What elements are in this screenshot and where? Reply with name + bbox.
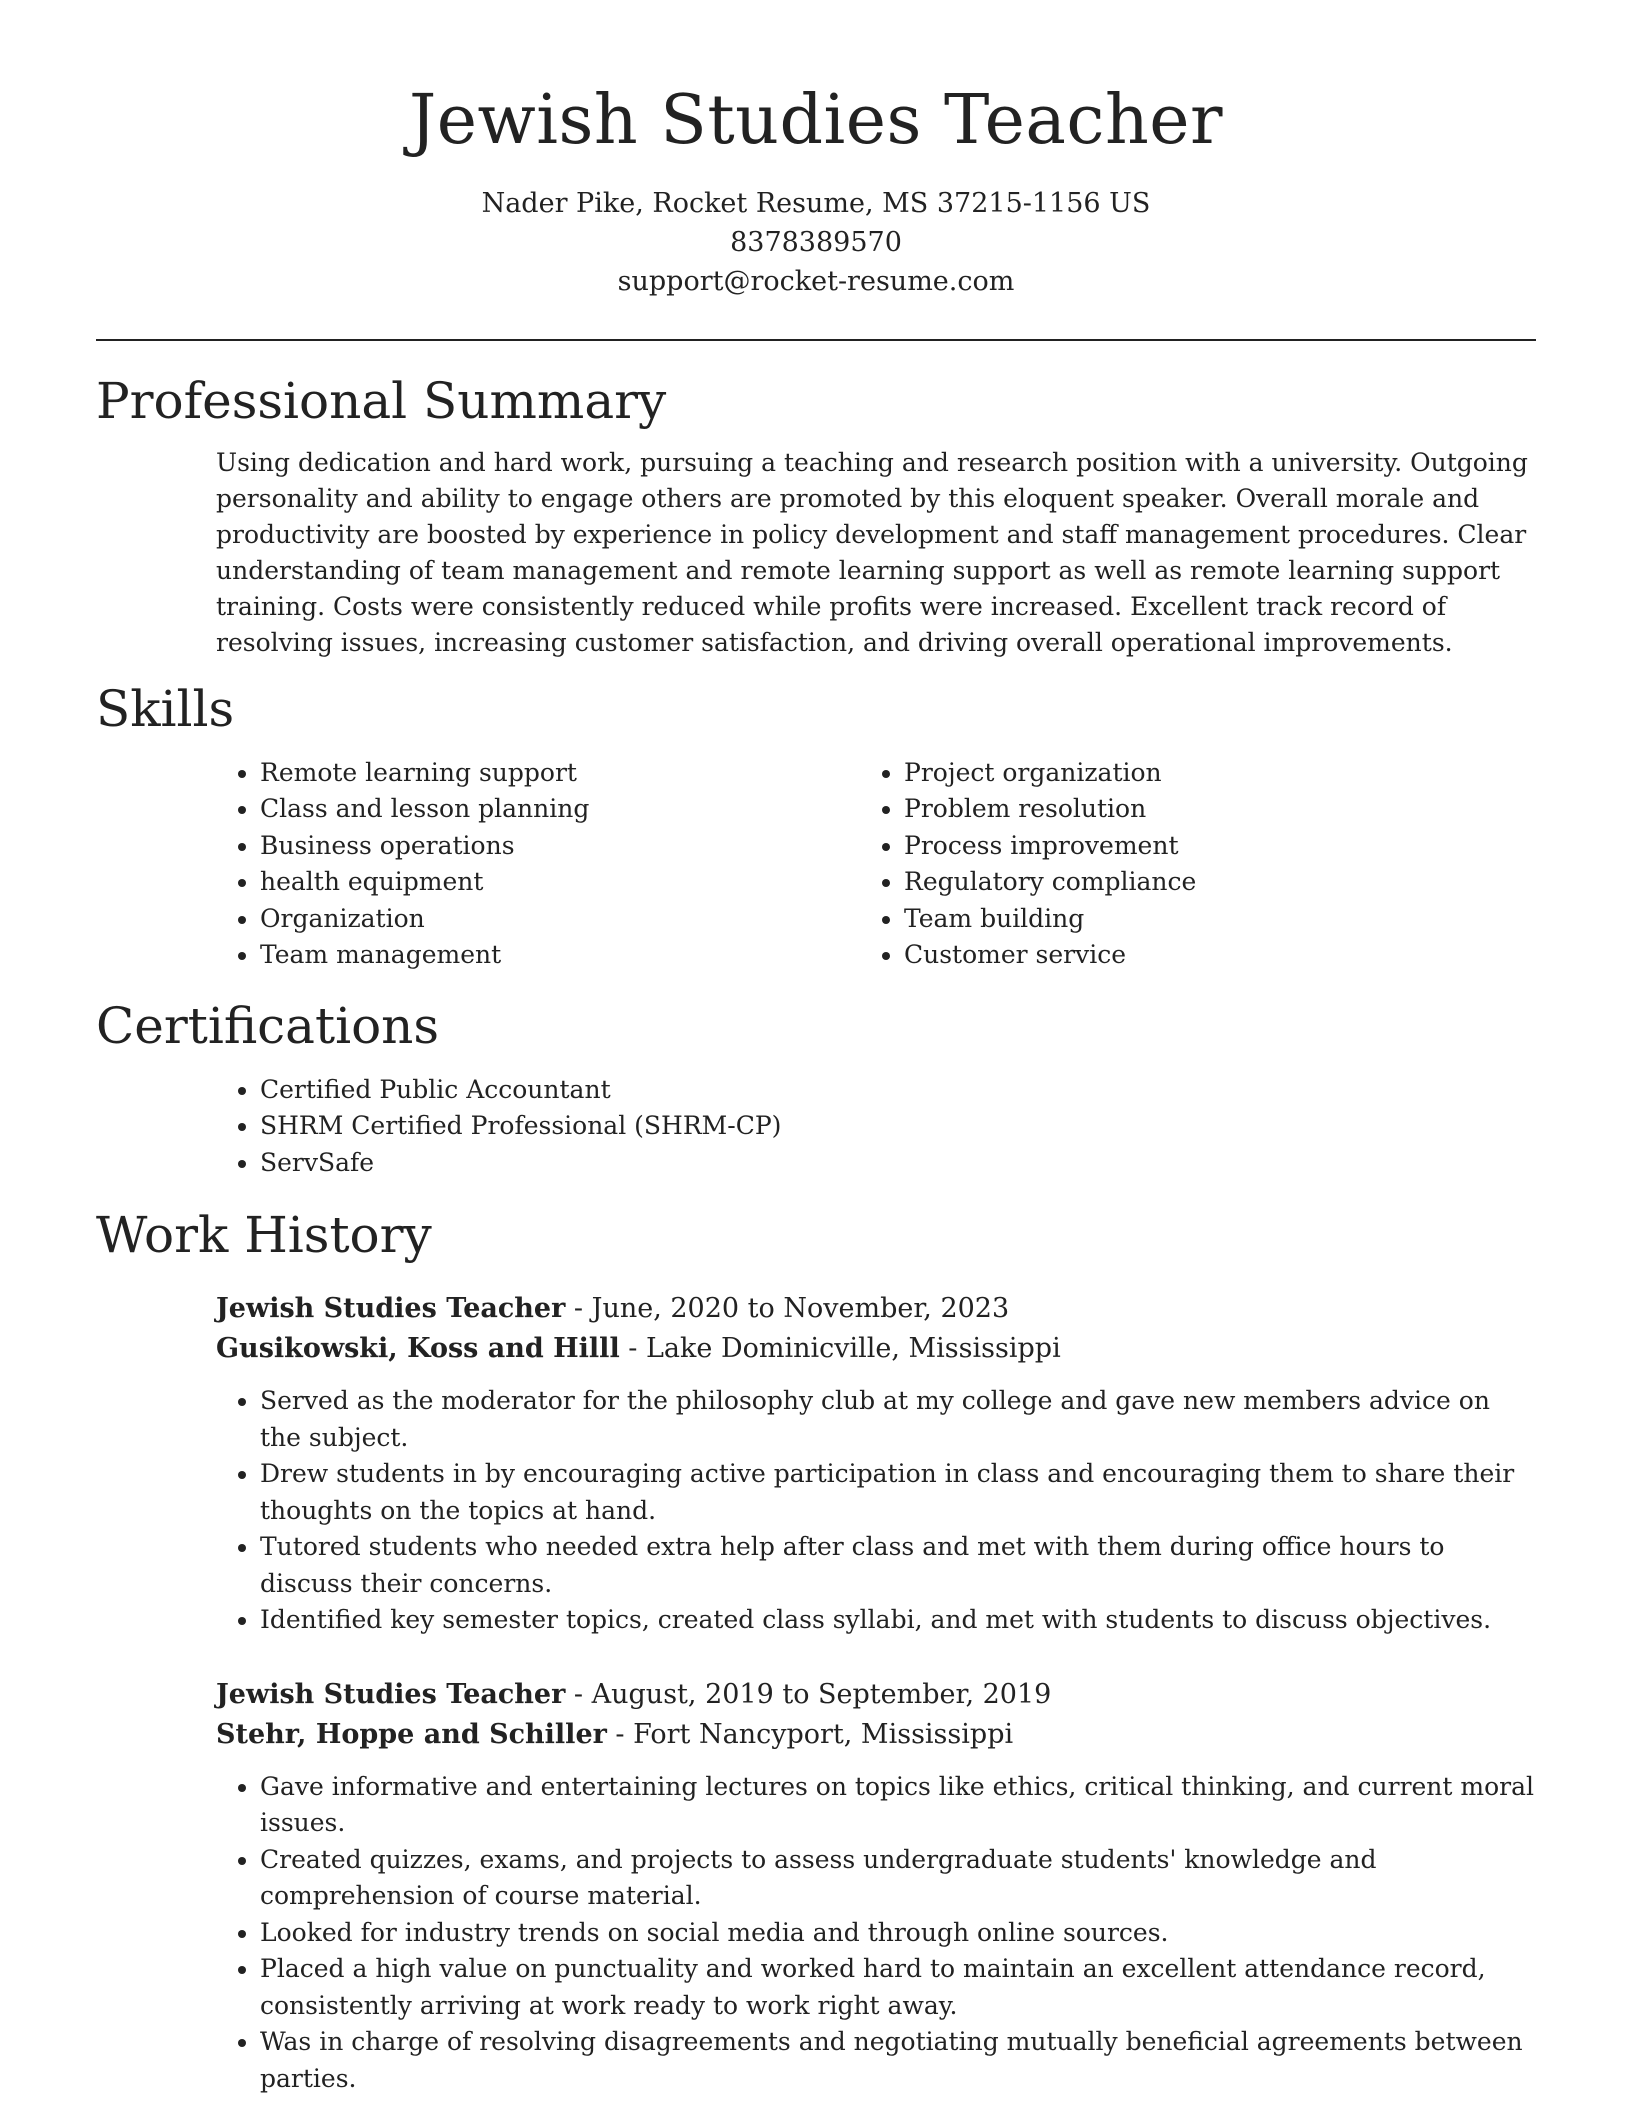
job-location: - Lake Dominicville, Mississippi [619, 1333, 1061, 1365]
certification-item: • Certified Public Accountant [260, 1072, 1536, 1109]
job-location: - Fort Nancyport, Mississippi [606, 1718, 1014, 1750]
job-bullet: • Placed a high value on punctuality and worked hard to maintain an excellent attendance record, consistently arriving at work ready to work right away. [260, 1951, 1536, 2024]
job-bullets [216, 1383, 1536, 1639]
page-title: Jewish Studies Teacher [409, 81, 1223, 160]
work-history-section [96, 1205, 1536, 2097]
skills-columns [216, 755, 1536, 974]
summary-heading: Professional Summary [96, 371, 667, 430]
job-entry [216, 1289, 1536, 1639]
contact-block [96, 184, 1536, 301]
job-company: Stehr, Hoppe and Schiller [216, 1718, 607, 1750]
job-title: Jewish Studies Teacher [216, 1293, 566, 1325]
skill-item: • Problem resolution [904, 791, 1504, 828]
job-bullet: • Tutored students who needed extra help after class and met with them during office hours to discuss their concerns. [260, 1529, 1536, 1602]
certifications-section [96, 996, 1536, 1182]
job-entry [216, 1675, 1536, 2098]
certification-item: • ServSafe [260, 1145, 1536, 1182]
job-bullets [216, 1769, 1536, 2098]
job-company: Gusikowski, Koss and Hilll [216, 1333, 620, 1365]
certification-item: • SHRM Certified Professional (SHRM-CP) [260, 1108, 1536, 1145]
certifications-heading: Certifications [96, 996, 440, 1055]
job-bullet: • Gave informative and entertaining lectures on topics like ethics, critical thinking, and current moral issues. [260, 1769, 1536, 1842]
skills-section [96, 679, 1536, 974]
skill-item: • health equipment [260, 864, 860, 901]
contact-email: support@rocket-resume.com [617, 265, 1015, 297]
skill-item: • Project organization [904, 755, 1504, 792]
job-company-line [216, 1715, 1536, 1755]
job-title-line [216, 1675, 1536, 1715]
job-dates: - June, 2020 to November, 2023 [565, 1293, 1010, 1325]
job-company-line [216, 1329, 1536, 1369]
skill-item: • Team building [904, 901, 1504, 938]
skill-item: • Remote learning support [260, 755, 860, 792]
skill-item: • Process improvement [904, 828, 1504, 865]
resume-header [96, 0, 1536, 301]
skills-list-right [860, 755, 1504, 974]
job-bullet: • Was in charge of resolving disagreements and negotiating mutually beneficial agreements between parties. [260, 2024, 1536, 2097]
job-bullet: • Looked for industry trends on social media and through online sources. [260, 1915, 1536, 1952]
skill-item: • Business operations [260, 828, 860, 865]
work-history-heading: Work History [96, 1206, 432, 1265]
skill-item: • Team management [260, 937, 860, 974]
job-bullet: • Identified key semester topics, created class syllabi, and met with students to discuss objectives. [260, 1602, 1536, 1639]
skills-list-left [216, 755, 860, 974]
job-bullet: • Served as the moderator for the philosophy club at my college and gave new members advice on the subject. [260, 1383, 1536, 1456]
summary-text: Using dedication and hard work, pursuing a teaching and research position with a university. Outgoing personality and ability to engage others are promoted by this eloquent speaker. Overall morale and productivity are boosted by experience in policy development and staff management procedures. Clear understanding of team management and remote learning support as well as remote learning support training. Costs were consistently reduced while profits were increased. Excellent track record of resolving issues, increasing customer satisfaction, and driving overall operational improvements. [216, 447, 1528, 657]
skill-item: • Customer service [904, 937, 1504, 974]
skill-item: • Class and lesson planning [260, 791, 860, 828]
contact-address: Nader Pike, Rocket Resume, MS 37215-1156 US [481, 187, 1151, 219]
job-title-line [216, 1289, 1536, 1329]
job-bullet: • Drew students in by encouraging active participation in class and encouraging them to share their thoughts on the topics at hand. [260, 1456, 1536, 1529]
header-divider [96, 339, 1536, 341]
contact-phone: 8378389570 [730, 226, 902, 258]
job-title: Jewish Studies Teacher [216, 1678, 566, 1710]
certifications-list [216, 1072, 1536, 1182]
job-dates: - August, 2019 to September, 2019 [565, 1678, 1052, 1710]
summary-section [96, 371, 1536, 661]
job-bullet: • Created quizzes, exams, and projects to assess undergraduate students' knowledge and comprehension of course material. [260, 1842, 1536, 1915]
skill-item: • Regulatory compliance [904, 864, 1504, 901]
skill-item: • Organization [260, 901, 860, 938]
skills-heading: Skills [96, 679, 235, 738]
